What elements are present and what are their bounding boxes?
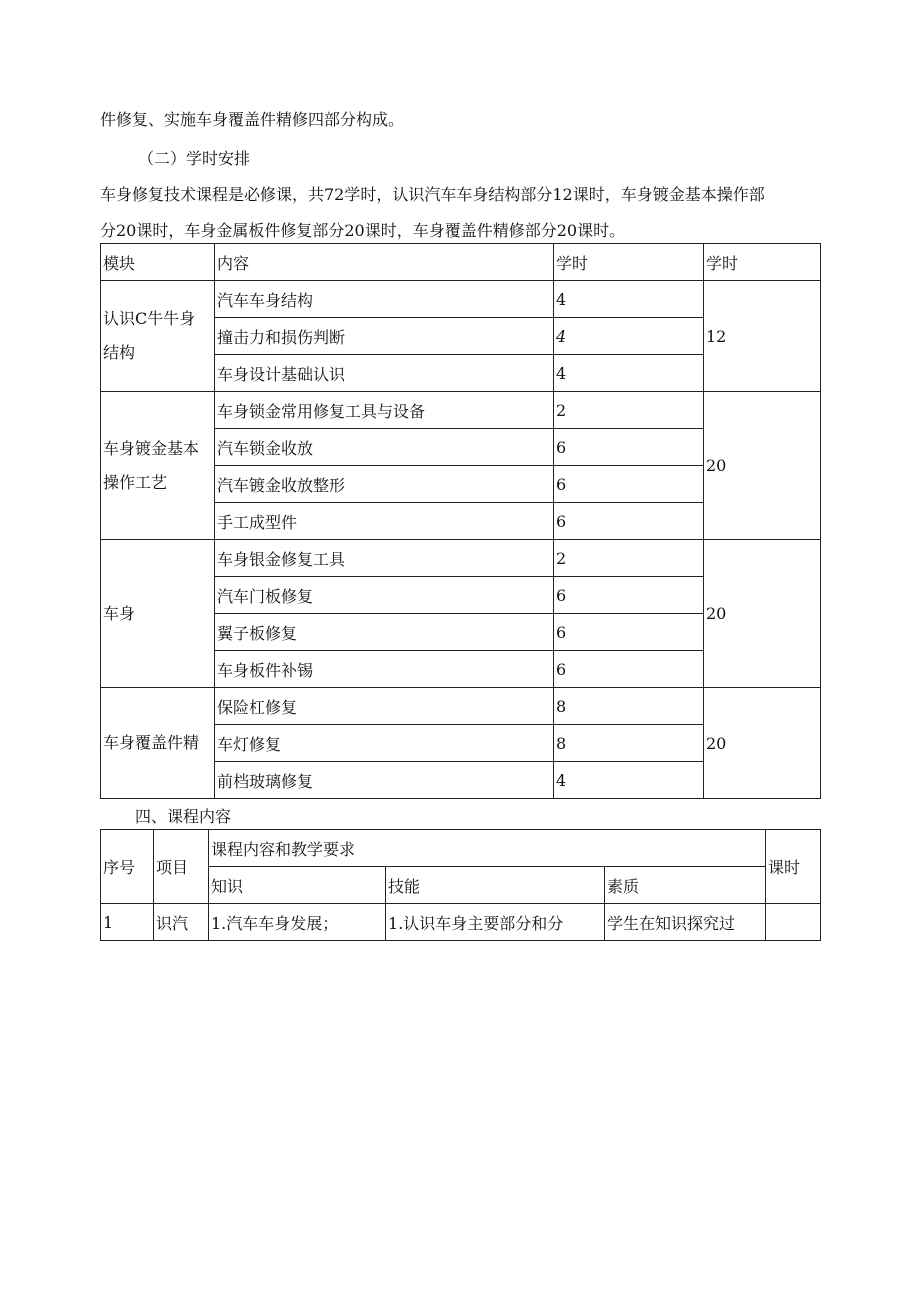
intro-line-1: 件修复、实施车身覆盖件精修四部分构成。: [100, 110, 405, 129]
hours-cell: 8: [554, 725, 704, 762]
module-name: 车身覆盖件精: [101, 688, 215, 799]
module-name-line-1: 车身镀金基本: [103, 438, 200, 458]
hours-cell: 6: [554, 429, 704, 466]
table-row: [101, 688, 821, 725]
hours-cell: 2: [554, 392, 704, 429]
item-cell: 识汽: [154, 904, 209, 941]
module-name-line-1: 认识C牛牛身: [103, 309, 196, 328]
content-cell: 保险杠修复: [215, 688, 554, 725]
table-subheader-row: [101, 867, 821, 904]
hours-cell: 4: [554, 762, 704, 799]
module-total-hours: 20: [704, 392, 821, 540]
intro-line-3: 分20课时，车身金属板件修复部分20课时，车身覆盖件精修部分20课时。: [100, 221, 626, 240]
content-cell: 车身设计基础认识: [215, 355, 554, 392]
content-cell: 汽车门板修复: [215, 577, 554, 614]
module-total-hours: 12: [704, 281, 821, 392]
hours-cell: 4: [554, 281, 704, 318]
hours-cell: 8: [554, 688, 704, 725]
hours-cell: 4: [554, 318, 704, 355]
skill-cell: 1.认识车身主要部分和分: [386, 904, 605, 941]
module-name: [101, 281, 215, 392]
module-name: 车身: [101, 540, 215, 688]
hours-cell: 2: [554, 540, 704, 577]
table-row: [101, 392, 821, 429]
header-content: 内容: [215, 244, 554, 281]
module-name-line-2: 操作工艺: [103, 472, 168, 492]
header-hours-total: 学时: [704, 244, 821, 281]
content-cell: 车灯修复: [215, 725, 554, 762]
content-cell: 汽车镀金收放整形: [215, 466, 554, 503]
header-knowledge: 知识: [209, 867, 386, 904]
content-cell: 前档玻璃修复: [215, 762, 554, 799]
quality-cell: 学生在知识探究过: [605, 904, 766, 941]
content-cell: 车身锁金常用修复工具与设备: [215, 392, 554, 429]
content-cell: 车身银金修复工具: [215, 540, 554, 577]
schedule-table: [100, 243, 821, 799]
content-cell: 车身板件补锡: [215, 651, 554, 688]
header-item: 项目: [154, 830, 209, 904]
hours-cell: 6: [554, 503, 704, 540]
hours-cell: 6: [554, 577, 704, 614]
table-row: [101, 281, 821, 318]
hours-cell: 6: [554, 614, 704, 651]
seq-cell: 1: [101, 904, 154, 941]
hours-cell: 6: [554, 651, 704, 688]
hours-cell: [766, 904, 821, 941]
content-cell: 汽车车身结构: [215, 281, 554, 318]
module-name: [101, 392, 215, 540]
module-total-hours: 20: [704, 540, 821, 688]
content-cell: 撞击力和损伤判断: [215, 318, 554, 355]
header-group: 课程内容和教学要求: [209, 830, 766, 867]
header-seq: 序号: [101, 830, 154, 904]
course-content-table: [100, 829, 821, 941]
content-cell: 汽车锁金收放: [215, 429, 554, 466]
section-heading-course-content: 四、课程内容: [135, 807, 232, 826]
header-module: 模块: [101, 244, 215, 281]
content-cell: 翼子板修复: [215, 614, 554, 651]
intro-line-2: 车身修复技术课程是必修课，共72学时，认识汽车车身结构部分12课时，车身镀金基本操作部: [100, 185, 765, 204]
table-header-row: [101, 830, 821, 867]
hours-cell: 4: [554, 355, 704, 392]
table-row: [101, 904, 821, 941]
header-hours: 课时: [766, 830, 821, 904]
section-heading-schedule: （二）学时安排: [138, 149, 251, 168]
content-cell: 手工成型件: [215, 503, 554, 540]
table-header-row: [101, 244, 821, 281]
header-hours: 学时: [554, 244, 704, 281]
module-total-hours: 20: [704, 688, 821, 799]
table-row: [101, 540, 821, 577]
header-skill: 技能: [386, 867, 605, 904]
header-quality: 素质: [605, 867, 766, 904]
module-name-line-2: 结构: [103, 343, 136, 362]
knowledge-cell: 1.汽车车身发展；: [209, 904, 386, 941]
hours-cell: 6: [554, 466, 704, 503]
